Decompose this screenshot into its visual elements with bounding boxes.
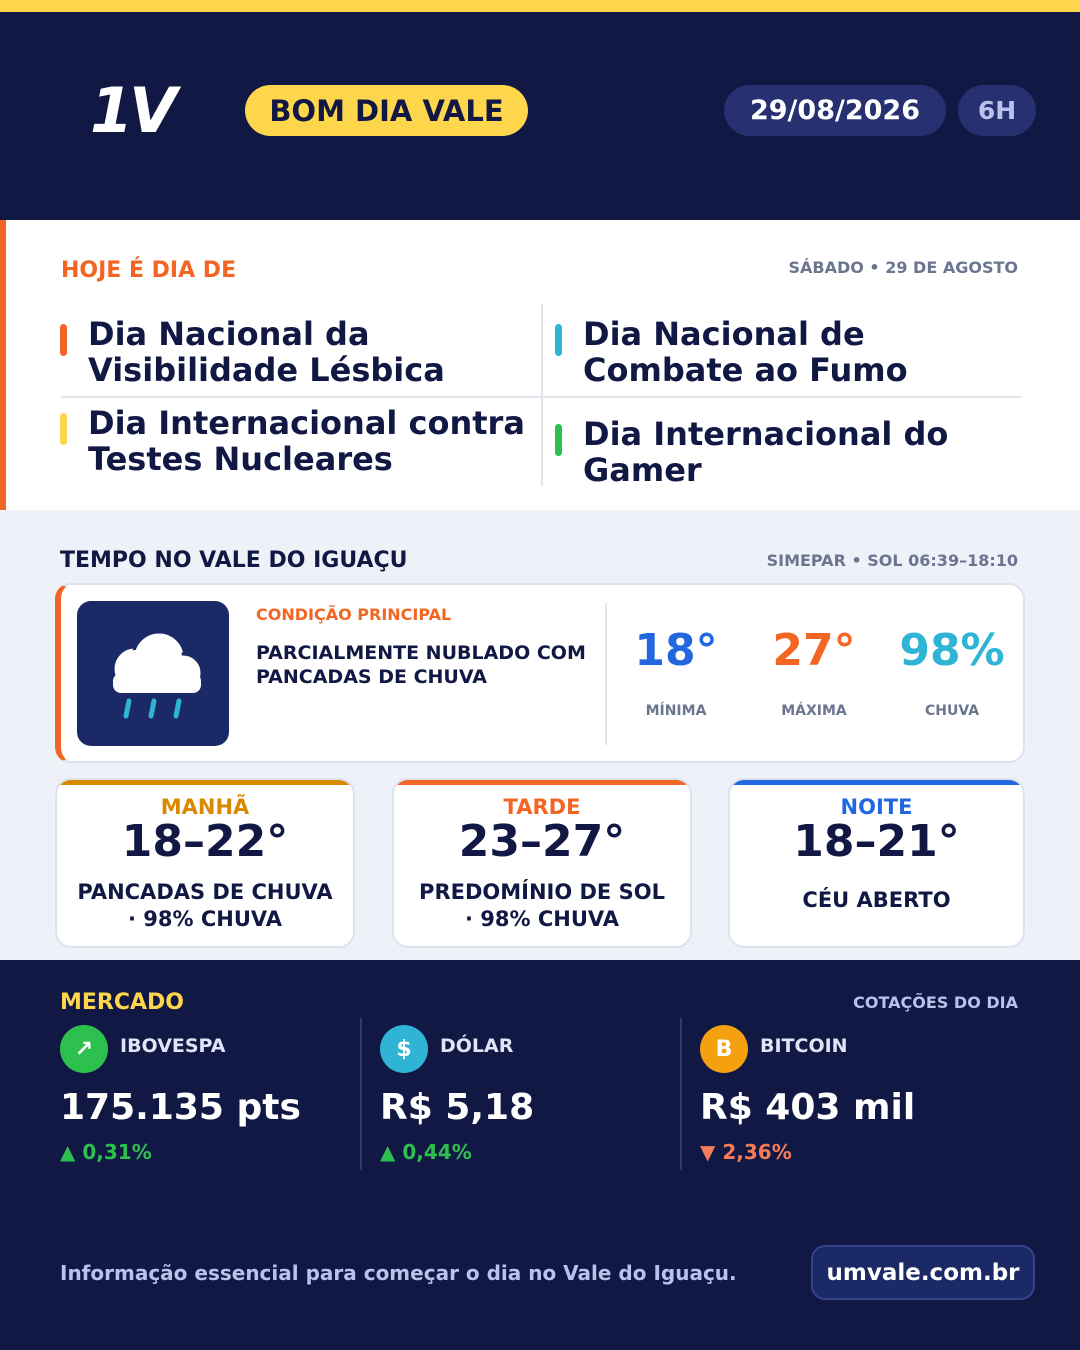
- commemoration-item: [88, 316, 528, 388]
- rain-chance-label: CHUVA: [924, 703, 980, 719]
- dollar-icon: $: [380, 1025, 428, 1073]
- period-name: MANHÃ: [160, 795, 250, 819]
- market-item-dolar: [380, 1025, 680, 1170]
- period-name: TARDE: [503, 795, 581, 819]
- period-card-morning: [55, 778, 355, 948]
- rain-chance: [882, 625, 1022, 719]
- today-horizontal-divider: [61, 396, 1021, 398]
- period-description: CÉU ABERTO: [802, 888, 951, 912]
- min-temperature-label: MÍNIMA: [645, 703, 707, 719]
- trend-up-icon: ↗: [60, 1025, 108, 1073]
- min-temperature-value: 18°: [634, 625, 718, 676]
- commemoration-item: [583, 316, 1023, 388]
- footer-tagline: Informação essencial para começar o dia no Vale do Iguaçu.: [60, 1261, 737, 1285]
- commemoration-item: [583, 416, 1023, 488]
- condition-label: CONDIÇÃO PRINCIPAL: [256, 605, 452, 624]
- market-item-ibovespa: [60, 1025, 360, 1170]
- market-title: MERCADO: [60, 990, 184, 1015]
- period-range: 18–21°: [793, 816, 960, 867]
- max-temperature-value: 27°: [772, 625, 856, 676]
- market-item-value: R$ 403 mil: [700, 1087, 916, 1128]
- site-link[interactable]: umvale.com.br: [811, 1245, 1035, 1300]
- today-date: SÁBADO • 29 DE AGOSTO: [788, 258, 1018, 277]
- item-marker: [60, 413, 67, 445]
- bitcoin-icon: B: [700, 1025, 748, 1073]
- market-item-name: IBOVESPA: [120, 1035, 226, 1057]
- weather-title: TEMPO NO VALE DO IGUAÇU: [60, 548, 408, 573]
- market-divider: [680, 1018, 682, 1170]
- condition-text: PARCIALMENTE NUBLADO COM PANCADAS DE CHUVA: [256, 642, 586, 688]
- rain-cloud-icon: [77, 601, 229, 746]
- market-item-change: ▲ 0,31%: [60, 1140, 152, 1164]
- market-item-change: ▼ 2,36%: [700, 1140, 792, 1164]
- weather-section: [0, 510, 1080, 960]
- today-title: HOJE É DIA DE: [61, 258, 237, 283]
- rain-chance-value: 98%: [899, 625, 1005, 676]
- period-name: NOITE: [840, 795, 913, 819]
- market-item-value: R$ 5,18: [380, 1087, 535, 1128]
- max-temperature: [744, 625, 884, 719]
- market-section: [0, 960, 1080, 1350]
- period-card-afternoon: [392, 778, 692, 948]
- brand-badge: BOM DIA VALE: [245, 85, 528, 136]
- market-subtitle: COTAÇÕES DO DIA: [853, 993, 1018, 1012]
- today-section: [0, 220, 1080, 510]
- commemoration-item: [88, 405, 528, 477]
- market-item-change: ▲ 0,44%: [380, 1140, 472, 1164]
- min-temperature: [606, 625, 746, 719]
- period-accent-bar: [730, 780, 1023, 785]
- commemoration-label: Dia Internacional contra Testes Nucleares: [88, 404, 525, 478]
- item-marker: [60, 324, 67, 356]
- item-marker: [555, 324, 562, 356]
- period-range: 23–27°: [458, 816, 626, 867]
- date-badge: 29/08/2026: [724, 85, 946, 136]
- market-item-name: BITCOIN: [760, 1035, 848, 1057]
- brand-logo: 1V: [90, 74, 174, 147]
- edition-badge: 6H: [958, 85, 1036, 136]
- market-item-value: 175.135 pts: [60, 1087, 301, 1128]
- period-range: 18–22°: [121, 816, 289, 867]
- period-accent-bar: [394, 780, 690, 785]
- today-vertical-divider: [541, 304, 543, 486]
- max-temperature-label: MÁXIMA: [781, 703, 847, 719]
- period-description: PREDOMÍNIO DE SOL · 98% CHUVA: [419, 880, 665, 931]
- weather-main-card: [55, 583, 1025, 763]
- commemoration-label: Dia Internacional do Gamer: [583, 415, 949, 489]
- period-card-night: [728, 778, 1025, 948]
- weather-source: SIMEPAR • SOL 06:39–18:10: [766, 551, 1018, 570]
- top-accent-bar: [0, 0, 1080, 12]
- period-accent-bar: [57, 780, 353, 785]
- commemoration-label: Dia Nacional de Combate ao Fumo: [583, 315, 908, 389]
- header: [0, 12, 1080, 220]
- market-divider: [360, 1018, 362, 1170]
- item-marker: [555, 424, 562, 456]
- market-item-name: DÓLAR: [440, 1035, 514, 1057]
- market-item-bitcoin: [700, 1025, 1000, 1170]
- commemoration-label: Dia Nacional da Visibilidade Lésbica: [88, 315, 445, 389]
- period-description: PANCADAS DE CHUVA · 98% CHUVA: [77, 880, 333, 931]
